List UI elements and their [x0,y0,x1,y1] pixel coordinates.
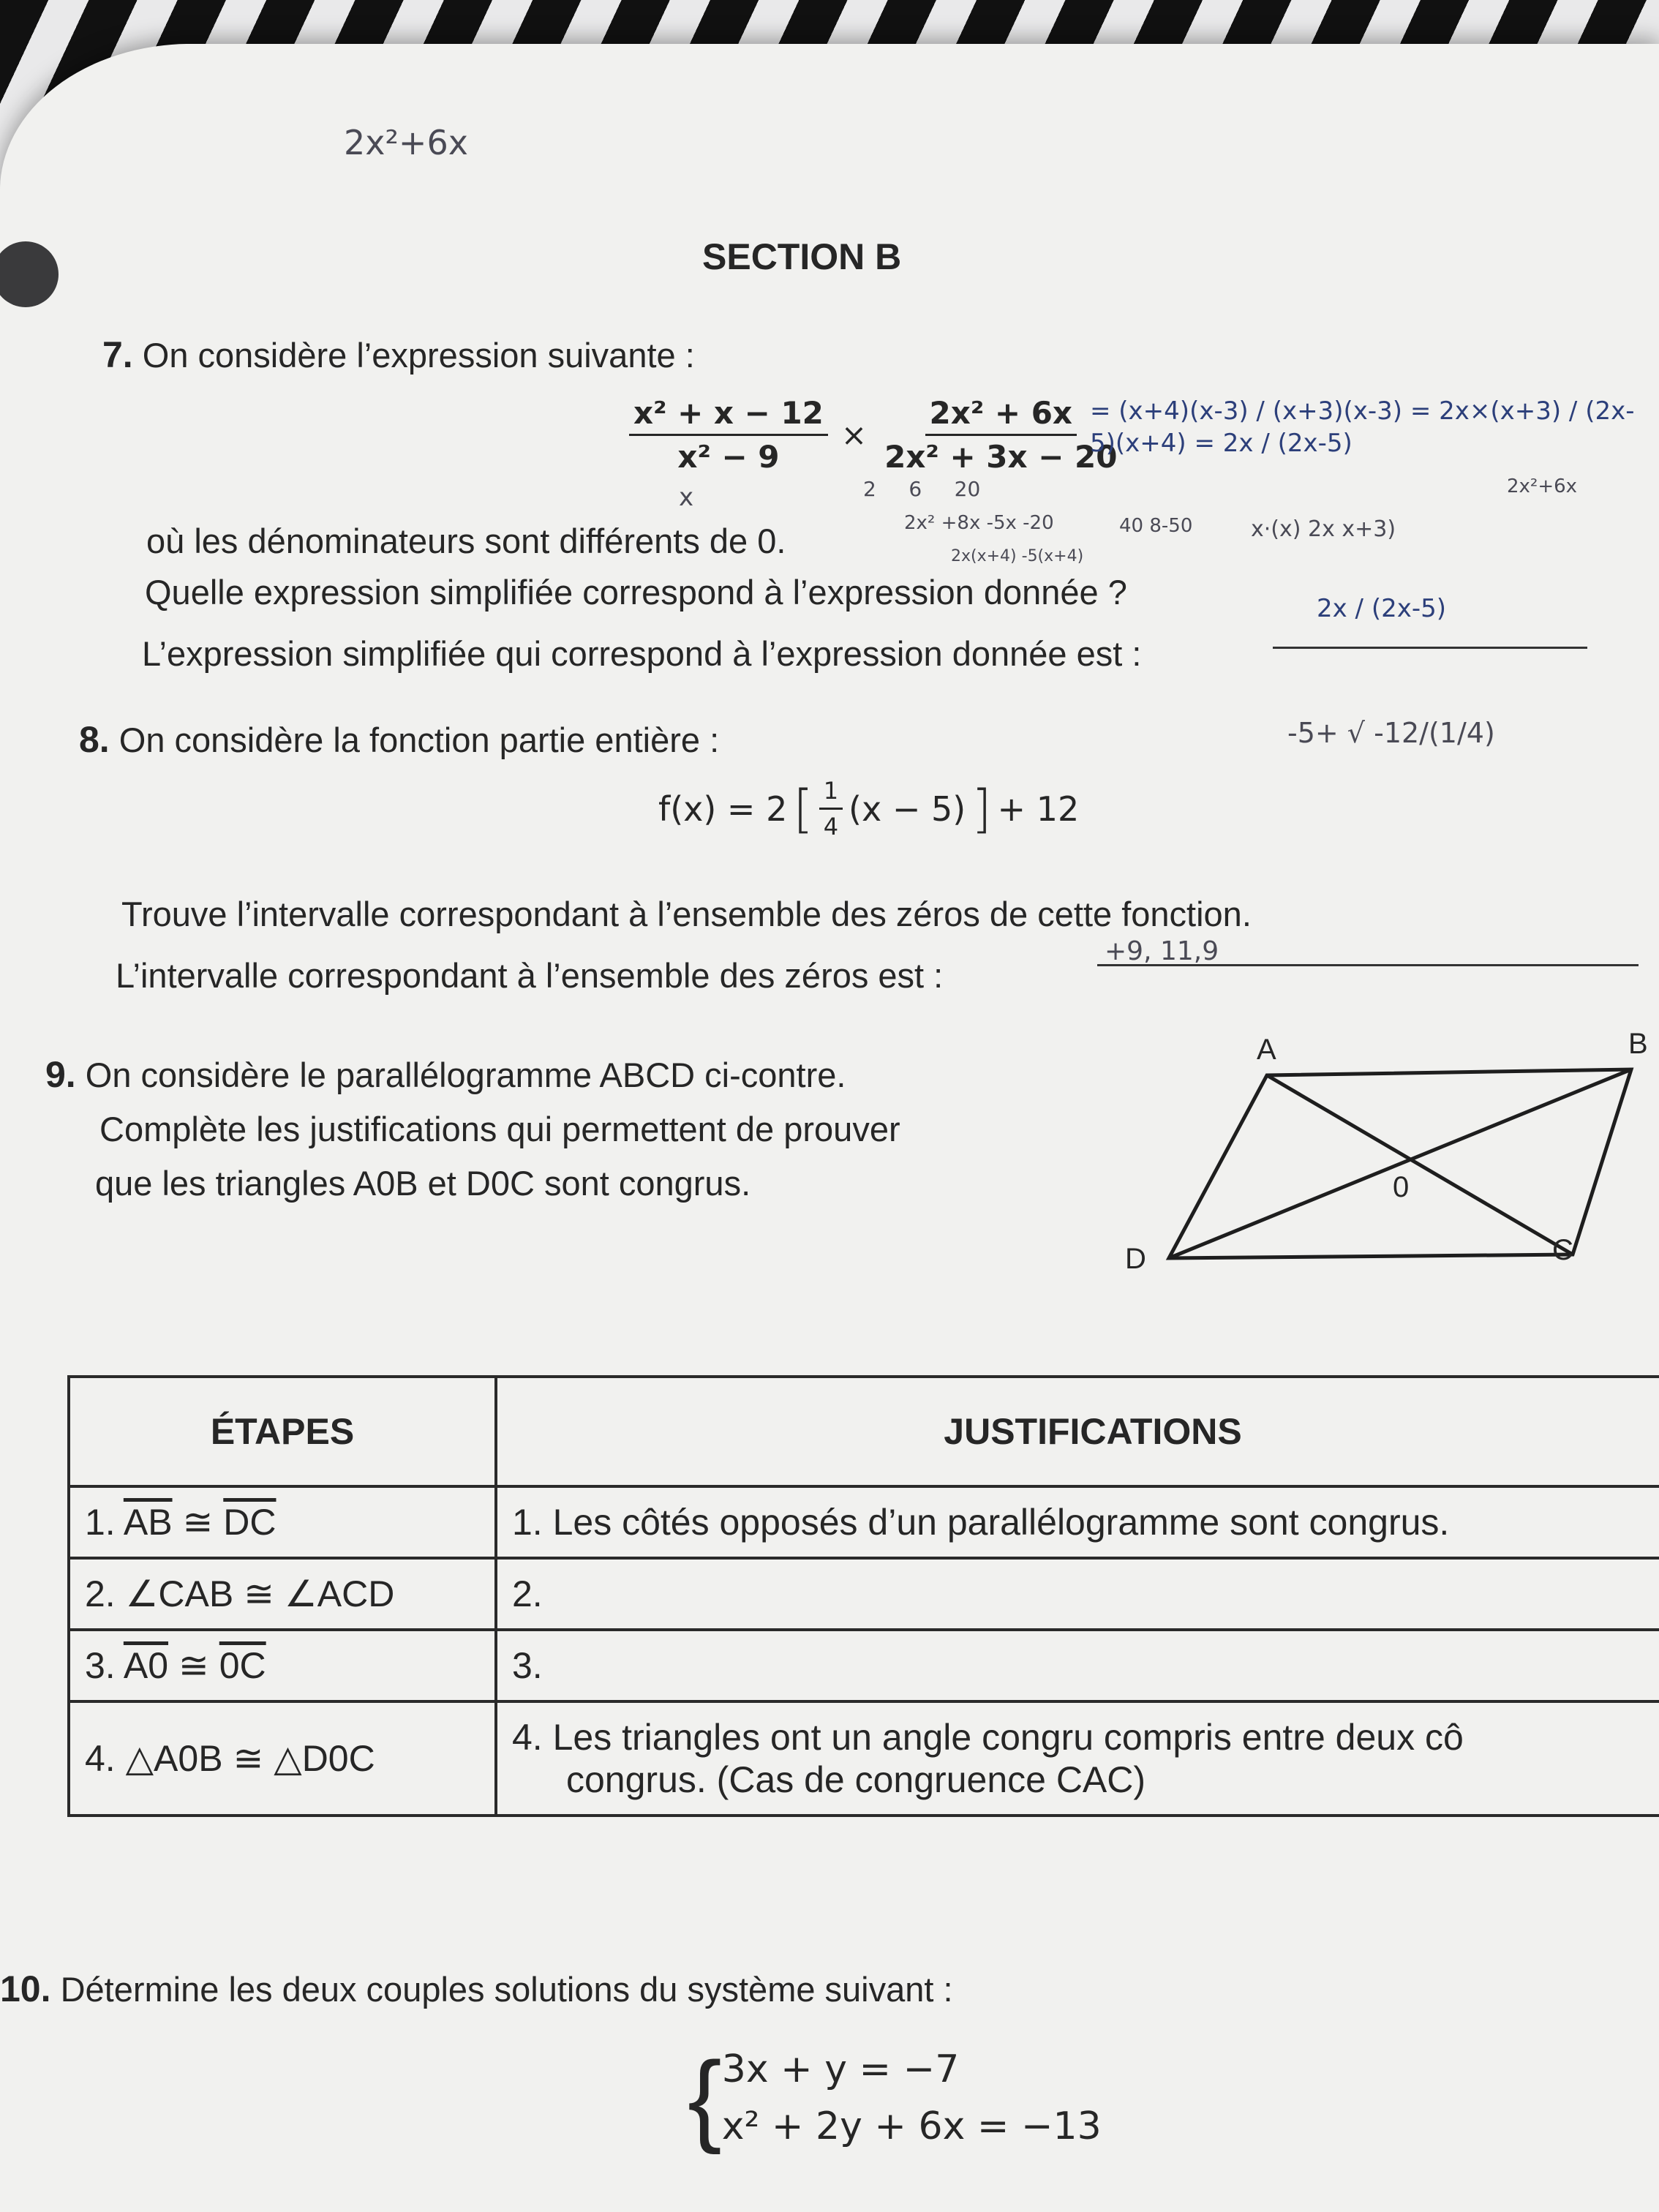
q7-scratch-numbers: 2 6 20 [863,477,981,501]
q7-handwritten-work: = (x+4)(x-3) / (x+3)(x-3) = 2x×(x+3) / (2x-5)(x+4) = 2x / (2x-5) [1090,396,1635,459]
q8-func-fraction [819,777,843,840]
section-title: SECTION B [702,236,902,277]
q7-frac2-denominator: 2x² + 3x − 20 [884,439,1118,475]
step-angle: ∠CAB ≅ ∠ACD [125,1573,395,1614]
q7-intro-text: On considère l’expression suivante : [142,336,695,375]
q9-intro [45,1053,846,1096]
q7-handwritten-answer: 2x / (2x-5) [1317,594,1447,623]
q8-bracket-close: ] [971,778,992,839]
q10-intro [0,1968,953,2010]
q7-number: 7. [102,334,133,375]
handwritten-note: 2x²+6x [344,123,468,162]
q8-answer-prompt: L’intervalle correspondant à l’ensemble des zéros est : [116,956,944,995]
q7-intro [102,334,695,376]
q7-frac1-numerator: x² + x − 12 [629,395,828,436]
justification-cell [496,1701,1659,1816]
q9-number: 9. [45,1054,76,1095]
q7-scratch-1: 2x² +8x -5x -20 [904,512,1054,534]
q7-scratch-3: 40 8-50 [1119,515,1193,537]
q8-func-right: + 12 [997,789,1080,829]
equation-2: x² + 2y + 6x = −13 [721,2104,1102,2148]
q7-scratch-2: 2x(x+4) -5(x+4) [951,547,1084,565]
step-number: 4. [85,1738,116,1779]
q7-note: où les dénominateurs sont différents de 0. [146,522,786,560]
equation-1: 3x + y = −7 [721,2047,960,2091]
q9-intro-text: On considère le parallélogramme ABCD ci-contre. [85,1056,846,1094]
diagonal-ac [1267,1075,1573,1254]
table-row [69,1486,1659,1558]
table-header-row [69,1377,1659,1486]
q8-intro-text: On considère la fonction partie entière : [118,721,720,759]
label-o: 0 [1393,1171,1410,1203]
congruent-sign: ≅ [182,1502,214,1543]
label-d: D [1125,1243,1146,1275]
step-number: 2. [85,1573,116,1614]
q7-answer-prompt: L’expression simplifiée qui correspond à l’expression donnée est : [142,634,1142,673]
q10-intro-text: Détermine les deux couples solutions du système suivant : [60,1970,953,2009]
q9-line3: que les triangles A0B et D0C sont congrus. [95,1164,751,1203]
justification-cell[interactable]: 3. [496,1630,1659,1701]
q10-number: 10. [0,1968,51,2009]
justifications-table [67,1375,1659,1817]
parallelogram-figure [1097,1024,1659,1287]
label-c: C [1552,1234,1573,1266]
q8-number: 8. [79,719,110,760]
q8-handwritten-answer: +9, 11,9 [1105,936,1219,966]
step-cell [69,1701,496,1816]
q7-question: Quelle expression simplifiée correspond à l’expression donnée ? [145,573,1127,612]
q7-scratch-side: 2x²+6x [1507,475,1578,497]
step-cell [69,1630,496,1701]
q8-func-inner: (x − 5) [849,789,966,829]
table-row [69,1701,1659,1816]
congruent-sign: ≅ [178,1645,209,1686]
justification-cell: 1. Les côtés opposés d’un parallélogramme sont congrus. [496,1486,1659,1558]
q7-answer-line [1273,647,1587,649]
q8-scratch: -5+ √ -12/(1/4) [1287,717,1495,749]
q7-expression [629,395,1121,475]
q7-frac1-denominator: x² − 9 [677,439,780,475]
q10-system [688,2041,1102,2155]
label-a: A [1257,1034,1276,1066]
table-row [69,1558,1659,1630]
justification-line-1: 4. Les triangles ont un angle congru compris entre deux cô [512,1717,1464,1758]
times-sign: × [840,417,868,453]
diagonal-bd [1169,1069,1631,1258]
segment-ao: A0 [123,1645,169,1686]
header-justifications: JUSTIFICATIONS [496,1377,1659,1486]
q8-frac-num: 1 [819,777,843,810]
q7-scratch-4: x·(x) 2x x+3) [1251,516,1396,542]
segment-ab: $\overline{AB}$ [123,1502,173,1543]
step-number: 1. [85,1502,116,1543]
step-cell [69,1558,496,1630]
q9-line2: Complète les justifications qui permettent de prouver [99,1110,900,1148]
step-cell [69,1486,496,1558]
q7-fraction-1 [629,395,828,475]
q8-frac-den: 4 [823,813,839,840]
q7-scratch-x: x [679,483,694,512]
step-triangles: △A0B ≅ △D0C [125,1738,375,1779]
system-brace: { [688,2040,722,2155]
q8-function [658,777,1079,840]
justification-cell[interactable]: 2. [496,1558,1659,1630]
q7-frac2-numerator: 2x² + 6x [925,395,1077,436]
q8-func-left: f(x) = 2 [658,789,788,829]
q8-bracket-open: [ [793,778,813,839]
step-number: 3. [85,1645,116,1686]
justification-line-2: congrus. (Cas de congruence CAC) [566,1759,1146,1800]
q8-intro [79,718,719,761]
header-steps: ÉTAPES [69,1377,496,1486]
label-b: B [1628,1028,1648,1060]
system-equations [722,2041,1102,2155]
q7-fraction-2 [880,395,1121,475]
table-row [69,1630,1659,1701]
q8-question: Trouve l’intervalle correspondant à l’ensemble des zéros de cette fonction. [121,895,1252,933]
segment-oc: 0C [219,1645,266,1686]
segment-dc: $\overline{DC}$ [223,1502,276,1543]
